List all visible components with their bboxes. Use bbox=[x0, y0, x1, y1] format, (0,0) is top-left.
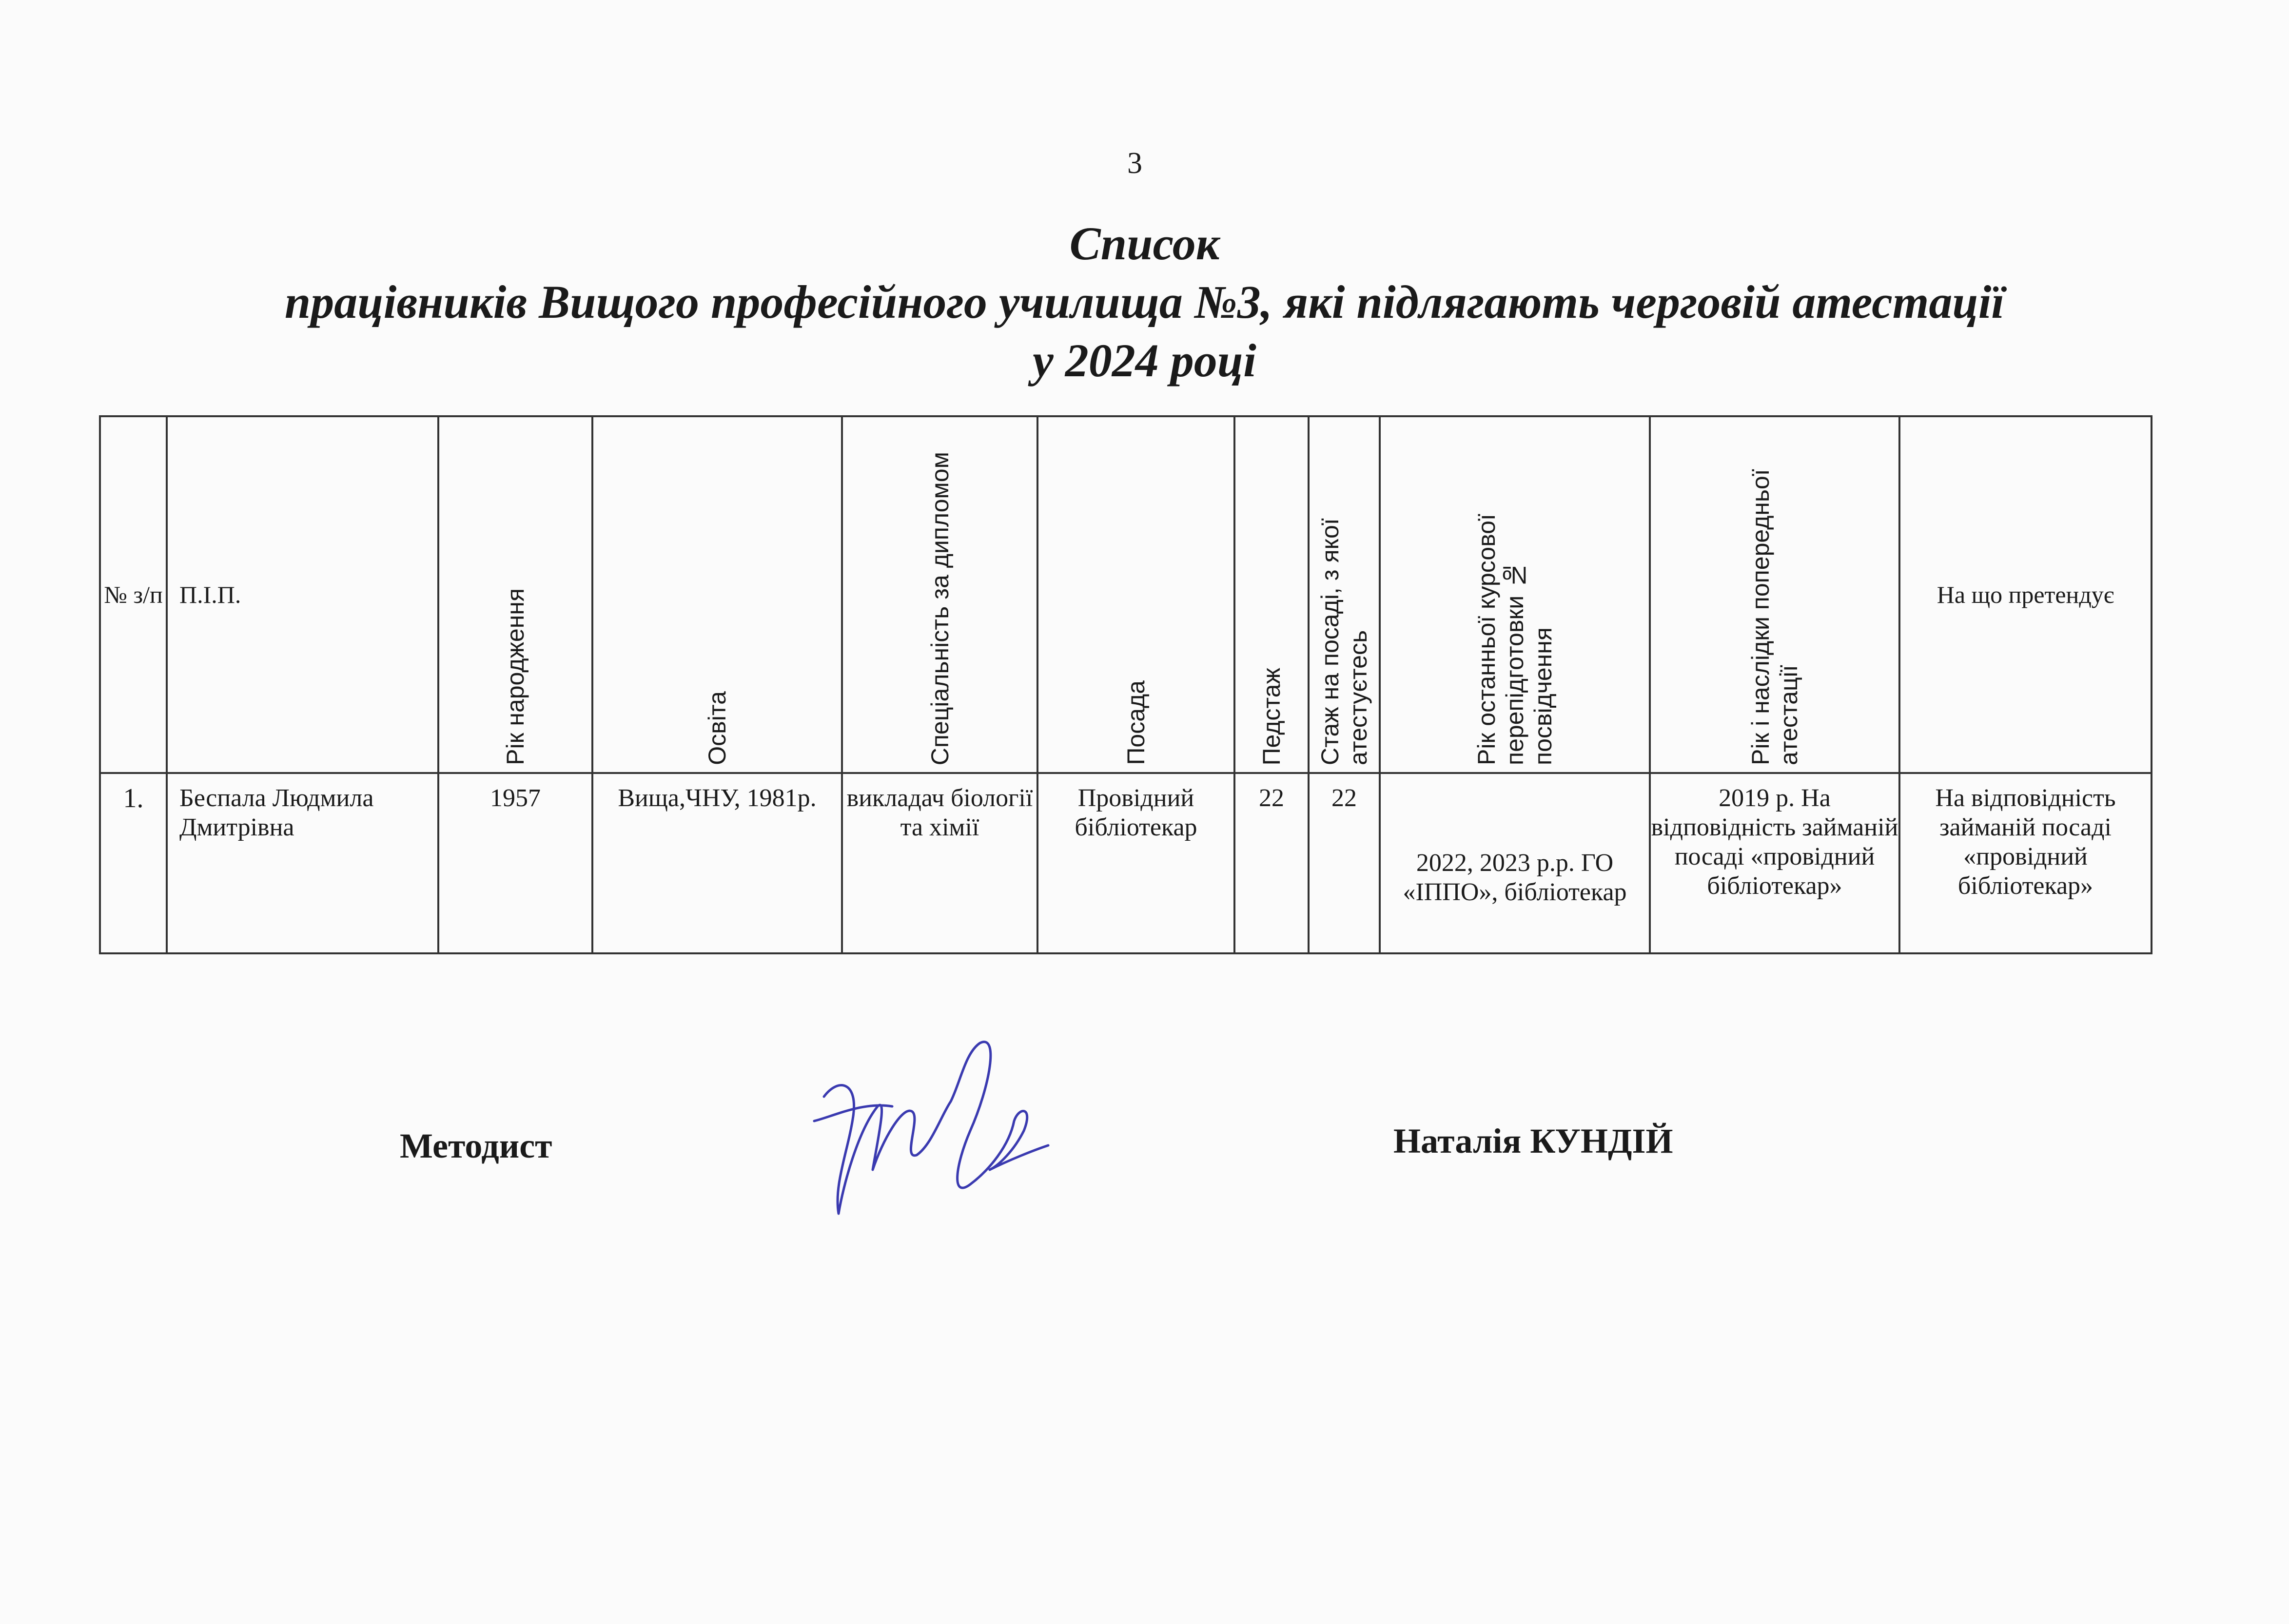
cell-course: 2022, 2023 р.р. ГО «ІППО», бібліотекар bbox=[1380, 773, 1650, 953]
header-course-label: Рік останньої курсової перепідготовки № посвідчення bbox=[1473, 514, 1557, 765]
cell-education: Вища,ЧНУ, 1981р. bbox=[592, 773, 842, 953]
signature-stroke bbox=[814, 1042, 1048, 1214]
cell-specialty: викладач біології та хімії bbox=[842, 773, 1037, 953]
header-previous-attestation-label: Рік і наслідки попередньої атестації bbox=[1747, 469, 1802, 765]
header-education-label: Освіта bbox=[704, 691, 731, 765]
header-position-experience bbox=[1309, 416, 1380, 773]
header-full-name: П.І.П. bbox=[167, 416, 438, 773]
footer-role: Методист bbox=[400, 1126, 552, 1165]
cell-position-experience: 22 bbox=[1309, 773, 1380, 953]
signature-image bbox=[804, 1024, 1058, 1228]
header-position bbox=[1037, 416, 1234, 773]
cell-previous-attestation: 2019 р. На відповідність займаній посаді «провідний бібліотекар» bbox=[1650, 773, 1899, 953]
header-position-experience-label: Стаж на посаді, з якої атестуєтесь bbox=[1316, 518, 1372, 765]
cell-full-name: Беспала Людмила Дмитрівна bbox=[167, 773, 438, 953]
cell-ped-experience: 22 bbox=[1234, 773, 1309, 953]
cell-birth-year: 1957 bbox=[438, 773, 592, 953]
header-claim: На що претендує bbox=[1899, 416, 2152, 773]
header-specialty bbox=[842, 416, 1037, 773]
header-number: № з/п bbox=[100, 416, 167, 773]
title-line-1: Список bbox=[1069, 217, 1220, 270]
header-specialty-label: Спеціальність за дипломом bbox=[926, 451, 954, 765]
header-birth-year-label: Рік народження bbox=[502, 588, 529, 765]
cell-number: 1. bbox=[100, 773, 167, 953]
header-previous-attestation bbox=[1650, 416, 1899, 773]
header-birth-year bbox=[438, 416, 592, 773]
header-position-label: Посада bbox=[1122, 680, 1150, 765]
table-row bbox=[100, 773, 2152, 953]
cell-claim: На відповідність займаній посаді «провідний бібліотекар» bbox=[1899, 773, 2152, 953]
attestation-table bbox=[99, 415, 2152, 954]
document-title bbox=[0, 214, 2289, 390]
table-header-row bbox=[100, 416, 2152, 773]
footer-name: Наталія КУНДІЙ bbox=[1393, 1121, 1673, 1160]
header-course bbox=[1380, 416, 1650, 773]
page-number: 3 bbox=[1127, 147, 1142, 180]
title-line-2: працівників Вищого професійного училища №3, які підлягають черговій атестації bbox=[284, 276, 2005, 328]
title-line-3: у 2024 році bbox=[1033, 334, 1256, 387]
cell-position: Провідний бібліотекар bbox=[1037, 773, 1234, 953]
header-ped-experience bbox=[1234, 416, 1309, 773]
header-education bbox=[592, 416, 842, 773]
header-ped-experience-label: Педстаж bbox=[1258, 667, 1285, 765]
